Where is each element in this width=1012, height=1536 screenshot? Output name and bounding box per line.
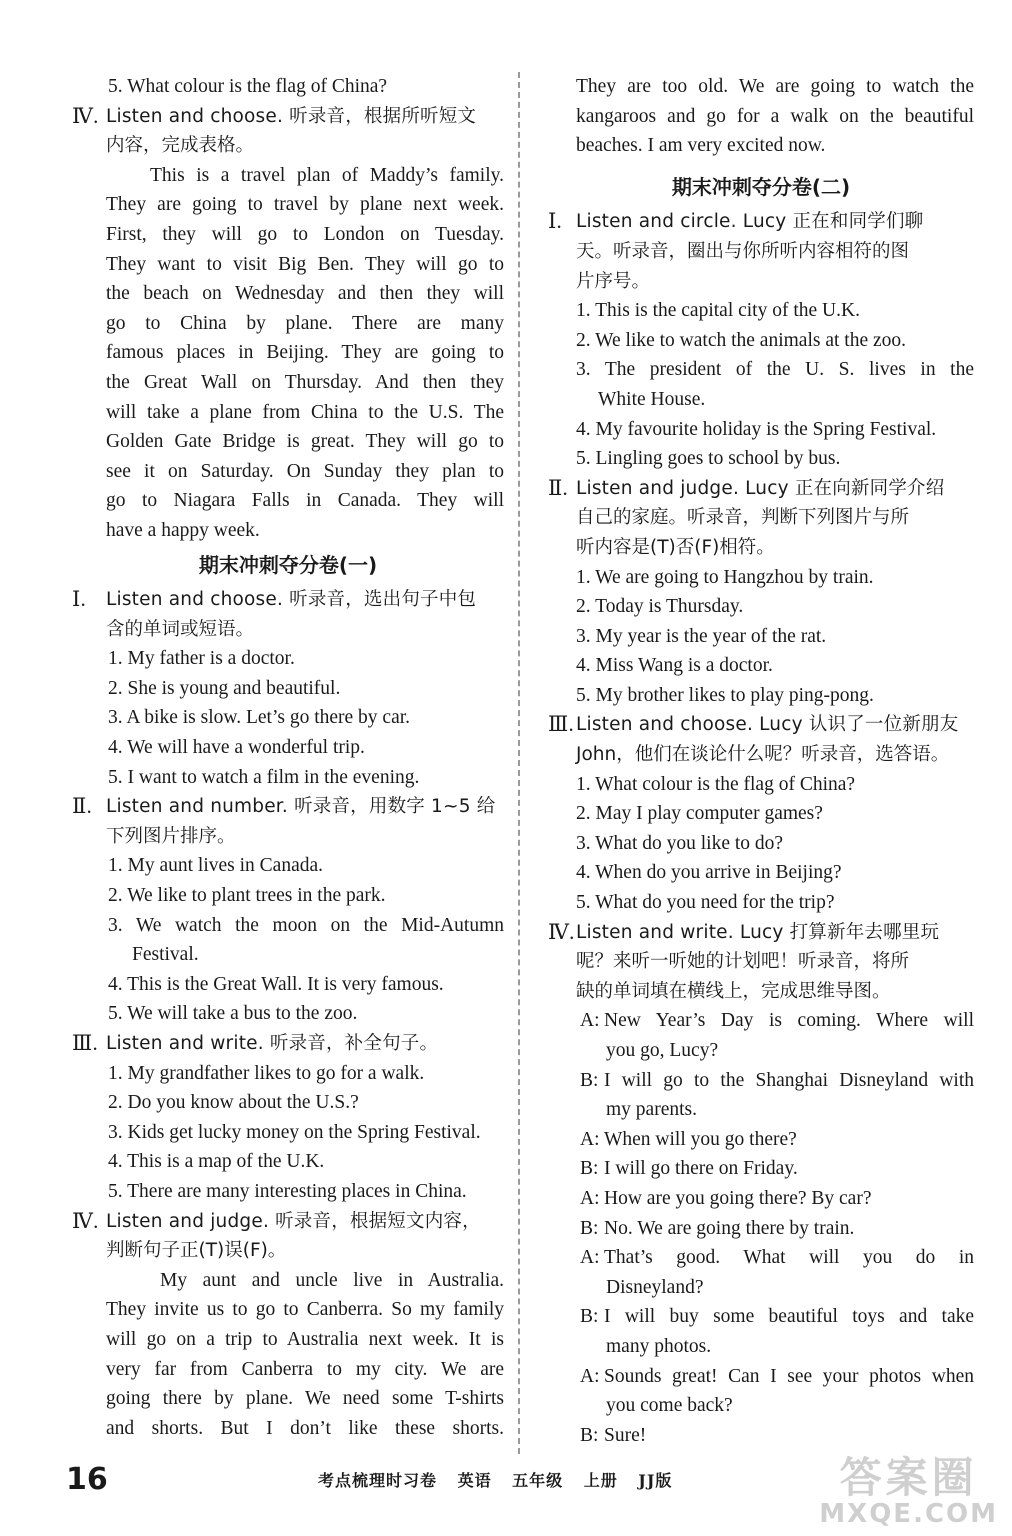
list-item: 4. We will have a wonderful trip. (108, 737, 365, 759)
list-item: 5. We will take a bus to the zoo. (108, 1003, 358, 1025)
paper-title: 期末冲刺夺分卷(二) (671, 174, 851, 199)
list-item: 1. My aunt lives in Canada. (108, 855, 324, 877)
paper-title: 期末冲刺夺分卷(一) (198, 552, 378, 577)
section-1: Ⅰ. Listen and circle. Lucy 正在和同学们聊 天。听录音，圈出与你所听内容相符的图 片序号。 1. This is the capital city of the U.K. 2. We like to watch the animals at the zoo. 3. The president of the U. S. lives in the White House. 4. My favourite holiday is the Spring Festival. 5. Lingling goes to school by bus. (548, 207, 974, 473)
speaker-label: A: (580, 1128, 600, 1150)
section-instruction-cont: 内容，完成表格。 (106, 135, 255, 157)
list-item: 1. My father is a doctor. (108, 648, 295, 670)
dialog-text: Sure! (604, 1424, 647, 1446)
section-1: Ⅰ. Listen and choose. 听录音，选出句子中包 含的单词或短语。 1. My father is a doctor. 2. She is young and beautiful. 3. A bike is slow. Let’s go there by car. 4. We will have a wonderful trip. 5. I want to watch a film in the evening. (72, 585, 504, 792)
dialog-line (548, 1154, 974, 1184)
section-3: Ⅲ. Listen and choose. Lucy 认识了一位新朋友 John，他们在谈论什么呢？听录音，选答语。 1. What colour is the flag of China? 2. May I play computer games? 3. What do you like to do? 4. When do you arrive in Beijing? 5. What do you need for the trip? (548, 710, 974, 917)
dialog-line (548, 1184, 974, 1214)
list-item: 5. I want to watch a film in the evening. (108, 766, 420, 788)
dialog-text: New Year’s Day is coming. Where will (604, 1010, 974, 1032)
list-item: 1. This is the capital city of the U.K. (576, 300, 860, 322)
section-instruction: Listen and write. Lucy 打算新年去哪里玩 (576, 921, 940, 943)
dialog-line-cont: my parents. (606, 1099, 697, 1121)
list-item: 1. We are going to Hangzhou by train. (576, 566, 874, 588)
speaker-label: B: (580, 1424, 599, 1446)
list-item: 3. Kids get lucky money on the Spring Festival. (108, 1121, 481, 1143)
section-4: Ⅳ. Listen and judge. 听录音，根据短文内容， 判断句子正(T)误(F)。 My aunt and uncle live in Australia. They invite us to go to Canberra. So my family will go on a trip to Australia next week. It is very far from Canberra to my city. We are going there by plane. We need some T-shirts and shorts. But I don’t like these shorts. (72, 1208, 504, 1439)
list-item: 2. We like to plant trees in the park. (108, 885, 386, 907)
list-item: 5. What do you need for the trip? (576, 892, 835, 914)
list-item: 3. We watch the moon on the Mid-Autumn (108, 914, 504, 936)
list-item: 4. Miss Wang is a doctor. (576, 655, 773, 677)
section-number: Ⅱ. (72, 794, 92, 819)
dialog-text: I will go there on Friday. (604, 1158, 798, 1180)
speaker-label: B: (580, 1069, 599, 1091)
dialog-text: I will buy some beautiful toys and take (604, 1306, 974, 1328)
list-item: 5. There are many interesting places in China. (108, 1180, 467, 1202)
dialog-text: That’s good. What will you do in (604, 1247, 974, 1269)
dialog-line (548, 1421, 974, 1451)
section-instruction: Listen and judge. Lucy 正在向新同学介绍 (576, 477, 945, 499)
dialog-line (548, 1243, 974, 1273)
dialog-text: No. We are going there by train. (604, 1217, 855, 1239)
dialog-line (548, 1214, 974, 1244)
list-item: 2. She is young and beautiful. (108, 677, 341, 699)
section-number: Ⅱ. (548, 475, 568, 500)
left-column (72, 72, 504, 1443)
section-instruction: Listen and number. 听录音，用数字 1~5 给 (106, 796, 496, 818)
list-item: 5. Lingling goes to school by bus. (576, 448, 841, 470)
dialog (548, 1006, 974, 1450)
list-item: 3. The president of the U. S. lives in the (576, 359, 974, 381)
list-item: 1. My grandfather likes to go for a walk. (108, 1062, 425, 1084)
speaker-label: A: (580, 1010, 600, 1032)
section-4: Ⅳ. Listen and write. Lucy 打算新年去哪里玩 呢？来听一听她的计划吧！听录音，将所 缺的单词填在横线上，完成思维导图。 A: New Year’s Day is coming. Where will you go, Lucy? B: I will go to the Shanghai Disneyland with my parents. A: When will you go there? B: I will go there on Friday. A: How are you going there? By car? B: No. We are going there by train. A: That’s good. What will you do in Disneyland? B: I will buy some beautiful toys and take many photos. A: Sounds great! Can I see your photos when you come back? B: Sure! (548, 918, 974, 1451)
list-item: 2. Do you know about the U.S.? (108, 1092, 359, 1114)
list-item: 5. My brother likes to play ping-pong. (576, 684, 874, 706)
dialog-line (548, 1006, 974, 1036)
dialog-line-cont: many photos. (606, 1335, 712, 1357)
list-item: 2. Today is Thursday. (576, 596, 744, 618)
section-heading (72, 102, 504, 161)
right-column (548, 72, 974, 1450)
section-2: Ⅱ. Listen and number. 听录音，用数字 1~5 给 下列图片排序。 1. My aunt lives in Canada. 2. We like to plant trees in the park. 3. We watch the moon on the Mid-Autumn Festival. 4. This is the Great Wall. It is very famous. 5. We will take a bus to the zoo. (72, 792, 504, 1029)
footer-title: 考点梳理时习卷 英语 五年级 上册 JJ版 (318, 1471, 673, 1490)
section-number: Ⅲ. (548, 712, 574, 737)
watermark-text: 答案圈 (839, 1453, 978, 1502)
list-item: 4. This is a map of the U.K. (108, 1151, 325, 1173)
speaker-label: B: (580, 1306, 599, 1328)
speaker-label: B: (580, 1217, 599, 1239)
list-item-cont: Festival. (132, 944, 199, 966)
section-instruction: Listen and choose. 听录音，根据所听短文 (106, 105, 477, 127)
speaker-label: A: (580, 1187, 600, 1209)
question-item: 5. What colour is the flag of China? (108, 76, 388, 97)
section-2: Ⅱ. Listen and judge. Lucy 正在向新同学介绍 自己的家庭。听录音，判断下列图片与所 听内容是(T)否(F)相符。 1. We are going to Hangzhou by train. 2. Today is Thursday. 3. My year is the year of the rat. 4. Miss Wang is a doctor. 5. My brother likes to play ping-pong. (548, 474, 974, 711)
section-number: Ⅰ. (72, 587, 86, 612)
list-item-cont: White House. (598, 388, 706, 410)
dialog-text: Sounds great! Can I see your photos when (604, 1365, 974, 1387)
dialog-text: I will go to the Shanghai Disneyland with (604, 1069, 974, 1091)
speaker-label: B: (580, 1158, 599, 1180)
passage: This is a travel plan of Maddy’s family. They are going to travel by plane next week. First, they will go to London on Tuesday. They want to visit Big Ben. They will go to the beach on Wednesday and then they will go to China by plane. There are many famous places in Beijing. They are going to the Great Wall on Thursday. And then they will take a plane from China to the U.S. The Golden Gate Bridge is great. They will go to see it on Saturday. On Sunday they plan to go to Niagara Falls in Canada. They will have a happy week. (106, 164, 504, 541)
column-divider (518, 72, 520, 1454)
section-number: Ⅳ. (72, 103, 99, 128)
watermark-url: MXQE.COM (819, 1499, 998, 1529)
list-item: 2. May I play computer games? (576, 803, 823, 825)
section-number: Ⅲ. (72, 1031, 98, 1055)
dialog-line (548, 1066, 974, 1096)
dialog-line-cont: you come back? (606, 1395, 733, 1417)
list-item: 2. We like to watch the animals at the zoo. (576, 329, 907, 351)
section-instruction: Listen and judge. 听录音，根据短文内容， (106, 1210, 481, 1232)
speaker-label: A: (580, 1365, 600, 1387)
dialog-line-cont: Disneyland? (606, 1276, 704, 1298)
list-item: 4. This is the Great Wall. It is very famous. (108, 973, 444, 995)
passage-continued: They are too old. We are going to watch the kangaroos and go for a walk on the beautiful beaches. I am very excited now. (576, 76, 974, 157)
speaker-label: A: (580, 1247, 600, 1269)
section-instruction: Listen and choose. 听录音，选出句子中包 (106, 589, 477, 611)
dialog-line (548, 1362, 974, 1392)
dialog-line-cont: you go, Lucy? (606, 1040, 719, 1061)
list-item: 3. What do you like to do? (576, 832, 784, 854)
list-item: 3. A bike is slow. Let’s go there by car. (108, 707, 411, 729)
list-item: 4. When do you arrive in Beijing? (576, 862, 842, 884)
section-3 (72, 1029, 504, 1207)
section-instruction: Listen and circle. Lucy 正在和同学们聊 (576, 211, 924, 233)
list-item: 4. My favourite holiday is the Spring Festival. (576, 418, 937, 440)
dialog-text: How are you going there? By car? (604, 1187, 872, 1209)
section-number: Ⅳ. (548, 919, 575, 944)
section-instruction: Listen and choose. Lucy 认识了一位新朋友 (576, 714, 959, 736)
page-number: 16 (66, 1462, 108, 1497)
list-item: 1. What colour is the flag of China? (576, 773, 856, 795)
section-instruction: Listen and write. 听录音，补全句子。 (106, 1033, 439, 1054)
dialog-line (548, 1125, 974, 1155)
watermark-logo (819, 1453, 998, 1529)
section-number: Ⅰ. (548, 209, 562, 234)
dialog-text: When will you go there? (604, 1128, 797, 1150)
section-number: Ⅳ. (72, 1208, 99, 1233)
list-item: 3. My year is the year of the rat. (576, 625, 827, 647)
dialog-line (548, 1302, 974, 1332)
